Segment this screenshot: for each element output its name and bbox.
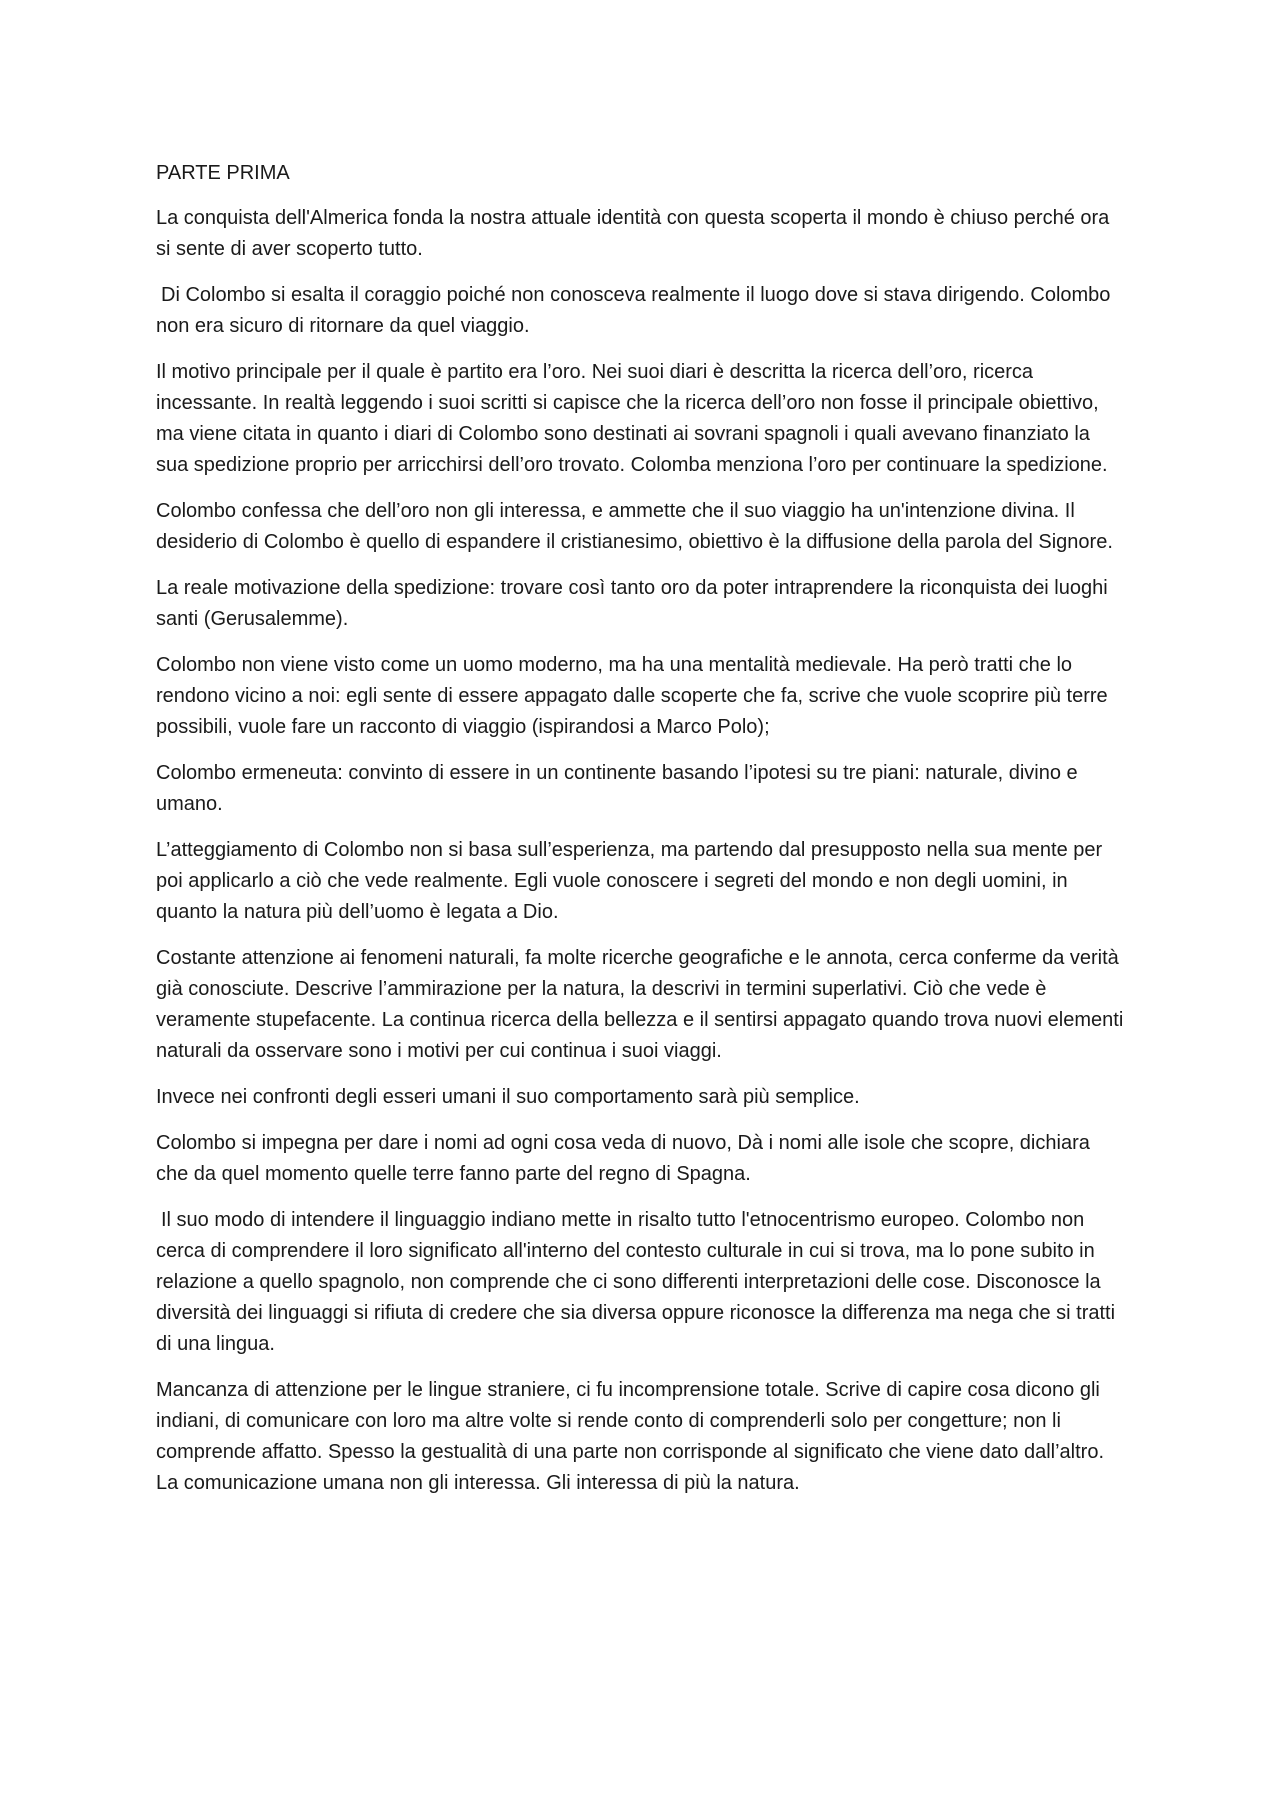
paragraph: La conquista dell'Almerica fonda la nostra attuale identità con questa scoperta il mondo è chiuso perché ora si sente di aver scoperto tutto.: [156, 207, 1110, 260]
paragraph: Il suo modo di intendere il linguaggio indiano mette in risalto tutto l'etnocentrismo europeo. Colombo non cerca di comprendere il loro significato all'interno del contesto culturale in cui si trova, ma lo pone subito in relazione a quello spagnolo, non comprende che ci sono differenti interpretazioni delle cose. Disconosce la diversità dei linguaggi si rifiuta di credere che sia diversa oppure riconosce la differenza ma nega che si tratti di una lingua.: [156, 1209, 1116, 1355]
paragraph: Colombo ermeneuta: convinto di essere in un continente basando l’ipotesi su tre piani: naturale, divino e umano.: [156, 762, 1078, 815]
document-heading: PARTE PRIMA: [156, 162, 290, 184]
paragraph: Di Colombo si esalta il coraggio poiché non conosceva realmente il luogo dove si stava dirigendo. Colombo non era sicuro di ritornare da quel viaggio.: [156, 284, 1111, 337]
paragraph: Colombo non viene visto come un uomo moderno, ma ha una mentalità medievale. Ha però tratti che lo rendono vicino a noi: egli sente di essere appagato dalle scoperte che fa, scrive che vuole scoprire più terre possibili, vuole fare un racconto di viaggio (ispirandosi a Marco Polo);: [156, 654, 1108, 738]
paragraph: L’atteggiamento di Colombo non si basa sull’esperienza, ma partendo dal presupposto nella sua mente per poi applicarlo a ciò che vede realmente. Egli vuole conoscere i segreti del mondo e non degli uomini, in quanto la natura più dell’uomo è legata a Dio.: [156, 839, 1103, 923]
paragraph: Costante attenzione ai fenomeni naturali, fa molte ricerche geografiche e le annota, cerca conferme da verità già conosciute. Descrive l’ammirazione per la natura, la descrivi in termini superlativi. Ciò che vede è veramente stupefacente. La continua ricerca della bellezza e il sentirsi appagato quando trova nuovi elementi naturali da osservare sono i motivi per cui continua i suoi viaggi.: [156, 947, 1124, 1062]
paragraph: Invece nei confronti degli esseri umani il suo comportamento sarà più semplice.: [156, 1086, 860, 1108]
paragraph: Mancanza di attenzione per le lingue straniere, ci fu incomprensione totale. Scrive di capire cosa dicono gli indiani, di comunicare con loro ma altre volte si rende conto di comprenderli solo per congetture; non li comprende affatto. Spesso la gestualità di una parte non corrisponde al significato che viene dato dall’altro. La comunicazione umana non gli interessa. Gli interessa di più la natura.: [156, 1379, 1105, 1494]
paragraph: Il motivo principale per il quale è partito era l’oro. Nei suoi diari è descritta la ricerca dell’oro, ricerca incessante. In realtà leggendo i suoi scritti si capisce che la ricerca dell’oro non fosse il principale obiettivo, ma viene citata in quanto i diari di Colombo sono destinati ai sovrani spagnoli i quali avevano finanziato la sua spedizione proprio per arricchirsi dell’oro trovato. Colomba menziona l’oro per continuare la spedizione.: [156, 361, 1108, 476]
document-page: [156, 158, 1126, 1514]
paragraph: Colombo confessa che dell’oro non gli interessa, e ammette che il suo viaggio ha un'intenzione divina. Il desiderio di Colombo è quello di espandere il cristianesimo, obiettivo è la diffusione della parola del Signore.: [156, 500, 1113, 553]
paragraph: La reale motivazione della spedizione: trovare così tanto oro da poter intraprendere la riconquista dei luoghi santi (Gerusalemme).: [156, 577, 1108, 630]
paragraph: Colombo si impegna per dare i nomi ad ogni cosa veda di nuovo, Dà i nomi alle isole che scopre, dichiara che da quel momento quelle terre fanno parte del regno di Spagna.: [156, 1132, 1090, 1185]
